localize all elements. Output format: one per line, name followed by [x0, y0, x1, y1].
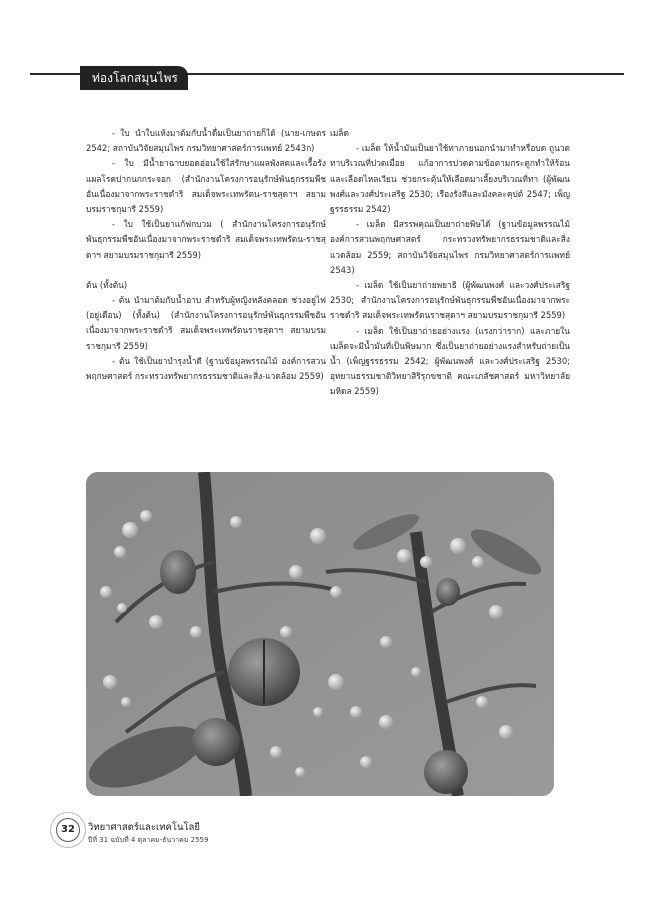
paragraph: - ใบ ใช้เป็นยาแก้ฟกบวม ( สำนักงานโครงการอนุรักษ์พันธุกรรมพืชอันเนื่องมาจากพระราชดำริ สมเด็จพระเทพรัตน-ราชสุดาฯ สยามบรมราชกุมารี 2559) [86, 219, 326, 260]
subheading-stem: ต้น (ทั้งต้น) [86, 279, 128, 290]
plant-photo [86, 472, 554, 796]
paragraph: - ต้น นำมาต้มกับน้ำอาบ สำหรับผู้หญิงหลังคลอด ช่วงอยู่ไฟ (อยู่เดือน) (ทั้งต้น) (สำนักงานโครงการอนุรักษ์พันธุกรรมพืชอันเนื่องมาจากพระราชดำริ สมเด็จพระเทพรัตนราชสุดาฯ สยามบรมราชกุมารี 2559) [86, 295, 326, 351]
section-title: ท่องโลกสมุนไพร [80, 66, 188, 90]
left-column [86, 126, 326, 384]
paragraph: - เมล็ด มีสรรพคุณเป็นยาถ่ายพิษได้ (ฐานข้อมูลพรรณไม้ องค์การสวนพฤกษศาสตร์ กระทรวงทรัพยากรธรรมชาติและสิ่งแวดล้อม 2559; สถาบันวิจัยสมุนไพร กรมวิทยาศาสตร์การแพทย์ 2543) [330, 219, 570, 275]
subheading-seed: เมล็ด [330, 128, 349, 138]
paragraph: - ใบ นำใบแห้งมาต้มกับน้ำดื่มเป็นยาถ่ายก็ได้ (นาย-เกษตร 2542; สถาบันวิจัยสมุนไพร กรมวิทยาศาสตร์การแพทย์ 2543ก) [86, 128, 326, 154]
right-column [330, 126, 570, 400]
paragraph: - เมล็ด ใช้เป็นยาถ่ายพยาธิ (ผู้พัฒนพงศ์ และวงศ์ประเสริฐ 2530; สำนักงานโครงการอนุรักษ์พันธุกรรมพืชอันเนื่องมาจากพระราชดำริ สมเด็จพระเทพรัตนราชสุดาฯ สยามบรมราชกุมารี 2559) [330, 280, 570, 321]
magazine-title: วิทยาศาสตร์และเทคโนโลยี [88, 822, 200, 833]
paragraph: - เมล็ด ให้น้ำมันเป็นยาใช้ทาภายนอกนำมาทำหรือบด ถูนวด ทาบริเวณที่ปวดเมื่อย แก้อาการปวดตามข้อตามกระดูกทำให้ร้อนและเลือดไหลเวียน ช่วยกระตุ้นให้เลือดมาเลี้ยงบริเวณที่ทา (ผู้พัฒนพงศ์และวงศ์ประเสริฐ 2530; เรืองรังสีและมังคละคุปต์ 2547; เพ็ญฐรรธรรม 2542) [330, 143, 570, 215]
paragraph: - ต้น ใช้เป็นยาบำรุงน้ำดี (ฐานข้อมูลพรรณไม้ องค์การสวนพฤกษศาสตร์ กระทรวงทรัพยากรธรรมชาติและสิ่ง-แวดล้อม 2559) [86, 355, 326, 382]
issue-info: ปีที่ 31 ฉบับที่ 4 ตุลาคม-ธันวาคม 2559 [88, 836, 209, 844]
page-number: 32 [56, 818, 80, 842]
paragraph: - เมล็ด ใช้เป็นยาถ่ายอย่างแรง (แรงกว่าราก) และภายในเมล็ดจะมีน้ำมันที่เป็นพิษมาก ซึ่งเป็นยาถ่ายอย่างแรงสำหรับถ่ายเป็นน้ำ (เพ็ญฐรรธรรม 2542; ผู้พัฒนพงศ์ และวงศ์ประเสริฐ 2530; อุทยานธรรมชาติวิทยาสิริรุกขชาติ คณะเภสัชศาสตร์ มหาวิทยาลัยมหิดล 2559) [330, 325, 570, 397]
paragraph: - ใบ มีน้ำยาฉาบยอดอ่อนใช้ใส่รักษาแผลพังสดและเรื้อรัง แผลโรคปากนกกระจอก (สำนักงานโครงการอนุรักษ์พันธุกรรมพืชอันเนื่องมาจากพระราชดำริ สมเด็จพระเทพรัตน-ราชสุดาฯ สยามบรมราชกุมารี 2559) [86, 158, 326, 215]
